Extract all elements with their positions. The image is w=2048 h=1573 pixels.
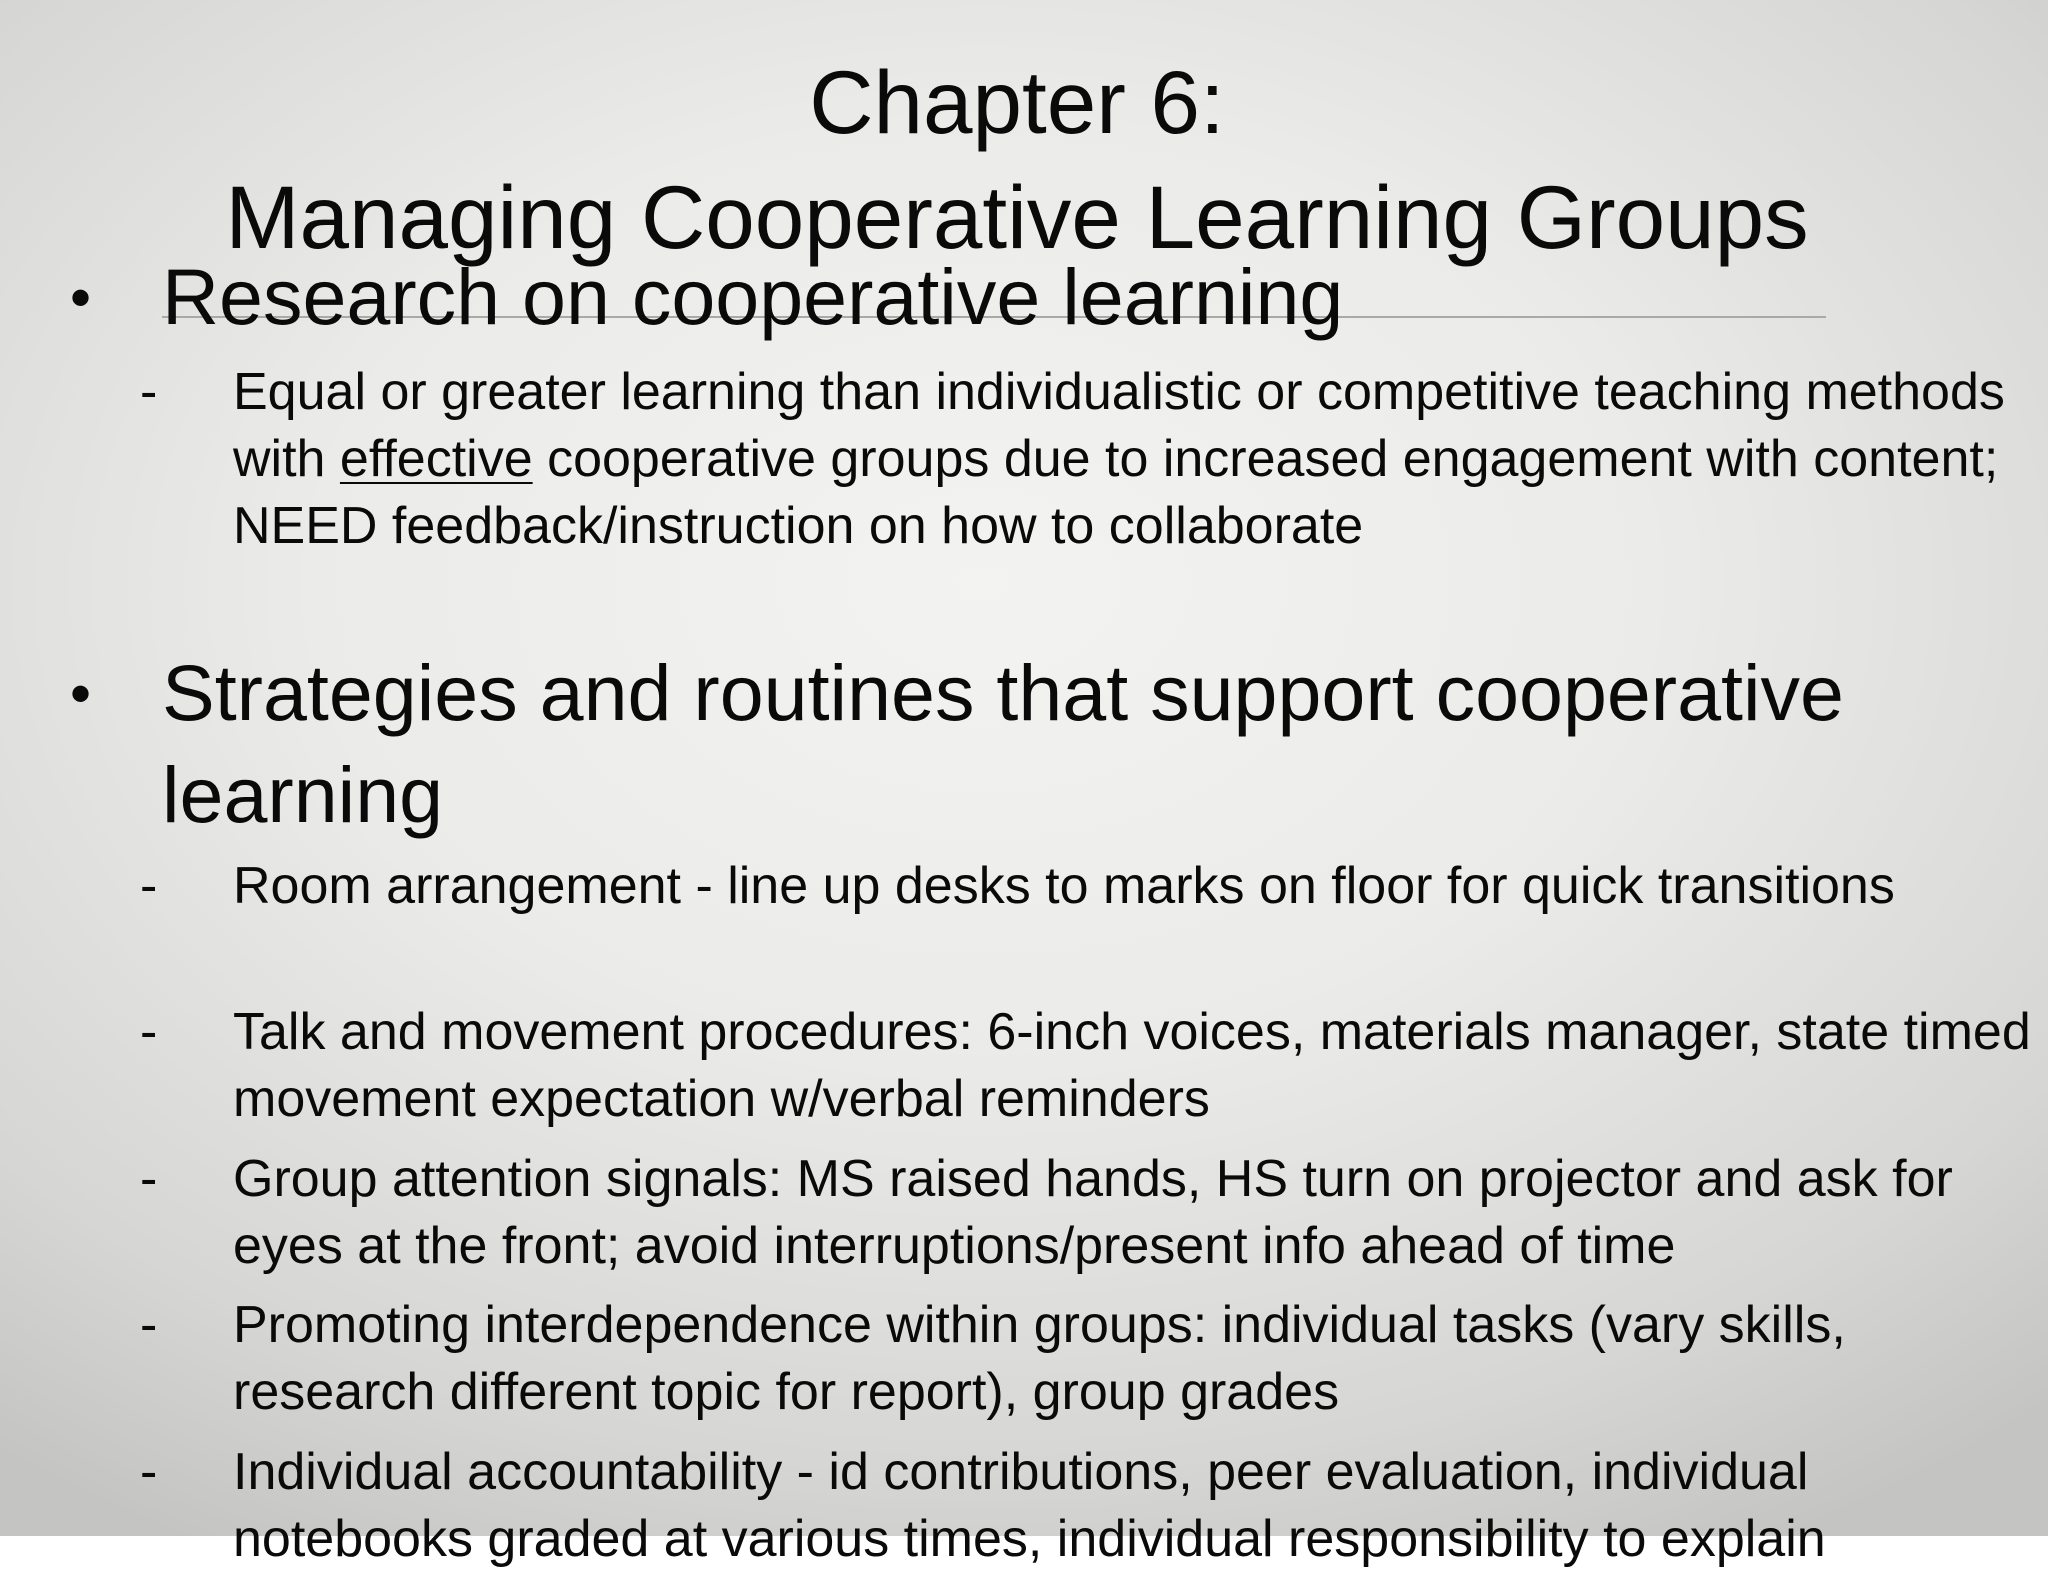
dash-icon: -: [140, 363, 158, 421]
dash-icon: -: [140, 1150, 158, 1208]
slide-title-line-2: Managing Cooperative Learning Groups: [225, 167, 1809, 267]
list-item-interdependence: Promoting interdependence within groups: individual tasks (vary skills, research different topic for report), group grades: [233, 1296, 1846, 1421]
list-item-room-arrangement: Room arrangement - line up desks to marks on floor for quick transitions: [233, 857, 1895, 915]
list-item-text: cooperative groups due to increased engagement with content; NEED feedback/instruction on how to collaborate: [233, 430, 1999, 555]
list-item-accountability: Individual accountability - id contributions, peer evaluation, individual notebooks graded at various times, individual responsibility to explain: [233, 1443, 1826, 1568]
dash-icon: -: [140, 1296, 158, 1354]
list-item-research-finding: [233, 359, 2033, 560]
slide-title-line-1: Chapter 6:: [809, 52, 1225, 152]
dash-icon: -: [140, 1003, 158, 1061]
list-item-attention-signals: Group attention signals: MS raised hands, HS turn on projector and ask for eyes at the front; avoid interruptions/present info ahead of time: [233, 1150, 1953, 1275]
list-item-talk-movement: Talk and movement procedures: 6-inch voices, materials manager, state timed movement expectation w/verbal reminders: [233, 1003, 2031, 1128]
dash-icon: -: [140, 857, 158, 915]
section-heading-research: Research on cooperative learning: [162, 252, 1344, 341]
underlined-word: effective: [339, 430, 533, 488]
bullet-icon: •: [70, 660, 92, 727]
section-heading-strategies: Strategies and routines that support cooperative learning: [162, 648, 1844, 839]
list-item-text: Equal or greater learning than individualistic or competitive teaching methods with: [233, 363, 2005, 488]
bullet-icon: •: [70, 264, 92, 331]
dash-icon: -: [140, 1443, 158, 1501]
